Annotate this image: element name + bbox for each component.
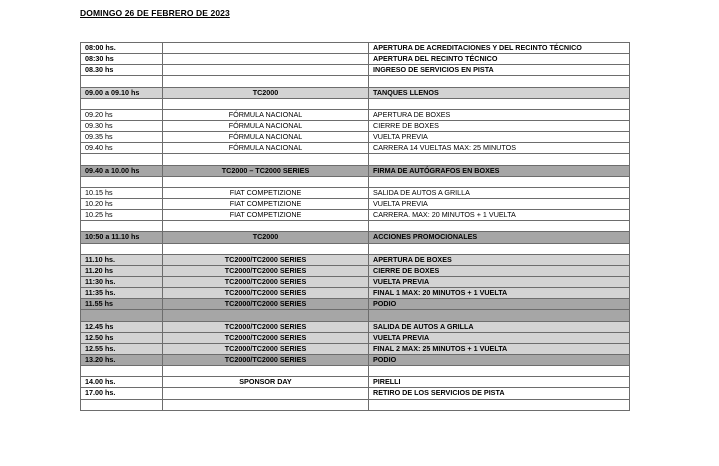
table-row bbox=[81, 120, 630, 131]
time-cell: 12.50 hs bbox=[81, 332, 163, 343]
table-row bbox=[81, 43, 630, 54]
category-cell: FÓRMULA NACIONAL bbox=[163, 120, 369, 131]
activity-cell bbox=[369, 310, 630, 321]
time-cell: 09.20 hs bbox=[81, 109, 163, 120]
time-cell: 14.00 hs. bbox=[81, 377, 163, 388]
category-cell: TC2000 bbox=[163, 232, 369, 243]
table-row bbox=[81, 187, 630, 198]
table-row bbox=[81, 332, 630, 343]
time-cell bbox=[81, 243, 163, 254]
category-cell: SPONSOR DAY bbox=[163, 377, 369, 388]
table-row bbox=[81, 154, 630, 165]
activity-cell: PIRELLI bbox=[369, 377, 630, 388]
table-row bbox=[81, 288, 630, 299]
table-row bbox=[81, 254, 630, 265]
category-cell bbox=[163, 366, 369, 377]
table-row bbox=[81, 399, 630, 410]
time-cell: 09.00 a 09.10 hs bbox=[81, 87, 163, 98]
activity-cell: RETIRO DE LOS SERVICIOS DE PISTA bbox=[369, 388, 630, 399]
activity-cell: VUELTA PREVIA bbox=[369, 276, 630, 287]
time-cell bbox=[81, 98, 163, 109]
table-row bbox=[81, 165, 630, 176]
table-row bbox=[81, 265, 630, 276]
table-row bbox=[81, 243, 630, 254]
table-row bbox=[81, 366, 630, 377]
time-cell: 17.00 hs. bbox=[81, 388, 163, 399]
activity-cell bbox=[369, 98, 630, 109]
activity-cell bbox=[369, 221, 630, 232]
time-cell: 11.10 hs. bbox=[81, 254, 163, 265]
table-row bbox=[81, 210, 630, 221]
category-cell bbox=[163, 176, 369, 187]
time-cell: 09.40 hs bbox=[81, 143, 163, 154]
category-cell bbox=[163, 43, 369, 54]
table-row bbox=[81, 98, 630, 109]
category-cell bbox=[163, 154, 369, 165]
activity-cell: VUELTA PREVIA bbox=[369, 332, 630, 343]
activity-cell: ACCIONES PROMOCIONALES bbox=[369, 232, 630, 243]
schedule-body bbox=[81, 43, 630, 411]
activity-cell bbox=[369, 154, 630, 165]
category-cell: FIAT COMPETIZIONE bbox=[163, 198, 369, 209]
category-cell: TC2000/TC2000 SERIES bbox=[163, 299, 369, 310]
activity-cell: TANQUES LLENOS bbox=[369, 87, 630, 98]
activity-cell: PODIO bbox=[369, 354, 630, 365]
time-cell: 09.30 hs bbox=[81, 120, 163, 131]
activity-cell: APERTURA DE BOXES bbox=[369, 109, 630, 120]
category-cell: TC2000/TC2000 SERIES bbox=[163, 276, 369, 287]
table-row bbox=[81, 109, 630, 120]
activity-cell: VUELTA PREVIA bbox=[369, 198, 630, 209]
activity-cell: SALIDA DE AUTOS A GRILLA bbox=[369, 321, 630, 332]
activity-cell: FINAL 2 MAX: 25 MINUTOS + 1 VUELTA bbox=[369, 343, 630, 354]
category-cell: FIAT COMPETIZIONE bbox=[163, 210, 369, 221]
table-row bbox=[81, 388, 630, 399]
category-cell: FÓRMULA NACIONAL bbox=[163, 132, 369, 143]
table-row bbox=[81, 143, 630, 154]
time-cell: 08:00 hs. bbox=[81, 43, 163, 54]
table-row bbox=[81, 132, 630, 143]
activity-cell: CARRERA 14 VUELTAS MAX: 25 MINUTOS bbox=[369, 143, 630, 154]
table-row bbox=[81, 221, 630, 232]
activity-cell: VUELTA PREVIA bbox=[369, 132, 630, 143]
category-cell: TC2000/TC2000 SERIES bbox=[163, 265, 369, 276]
category-cell: FÓRMULA NACIONAL bbox=[163, 109, 369, 120]
time-cell: 09.40 a 10.00 hs bbox=[81, 165, 163, 176]
table-row bbox=[81, 321, 630, 332]
activity-cell: APERTURA DE BOXES bbox=[369, 254, 630, 265]
activity-cell: APERTURA DEL RECINTO TÉCNICO bbox=[369, 54, 630, 65]
table-row bbox=[81, 354, 630, 365]
activity-cell bbox=[369, 76, 630, 87]
category-cell: TC2000 – TC2000 SERIES bbox=[163, 165, 369, 176]
table-row bbox=[81, 198, 630, 209]
time-cell: 12.45 hs bbox=[81, 321, 163, 332]
activity-cell: CIERRE DE BOXES bbox=[369, 265, 630, 276]
time-cell: 10:50 a 11.10 hs bbox=[81, 232, 163, 243]
table-row bbox=[81, 310, 630, 321]
time-cell: 10.15 hs bbox=[81, 187, 163, 198]
schedule-table bbox=[80, 42, 630, 411]
time-cell: 10.20 hs bbox=[81, 198, 163, 209]
time-cell: 11:35 hs. bbox=[81, 288, 163, 299]
activity-cell: SALIDA DE AUTOS A GRILLA bbox=[369, 187, 630, 198]
category-cell bbox=[163, 54, 369, 65]
activity-cell bbox=[369, 399, 630, 410]
time-cell bbox=[81, 76, 163, 87]
time-cell: 09.35 hs bbox=[81, 132, 163, 143]
category-cell: TC2000/TC2000 SERIES bbox=[163, 288, 369, 299]
time-cell: 08.30 hs bbox=[81, 65, 163, 76]
time-cell bbox=[81, 221, 163, 232]
time-cell bbox=[81, 310, 163, 321]
time-cell: 11:30 hs. bbox=[81, 276, 163, 287]
activity-cell bbox=[369, 243, 630, 254]
time-cell: 11.55 hs bbox=[81, 299, 163, 310]
category-cell bbox=[163, 310, 369, 321]
category-cell: TC2000/TC2000 SERIES bbox=[163, 354, 369, 365]
table-row bbox=[81, 54, 630, 65]
time-cell: 12.55 hs. bbox=[81, 343, 163, 354]
category-cell bbox=[163, 243, 369, 254]
activity-cell: CIERRE DE BOXES bbox=[369, 120, 630, 131]
table-row bbox=[81, 76, 630, 87]
activity-cell: PODIO bbox=[369, 299, 630, 310]
time-cell bbox=[81, 399, 163, 410]
category-cell bbox=[163, 399, 369, 410]
activity-cell bbox=[369, 176, 630, 187]
table-row bbox=[81, 176, 630, 187]
activity-cell: APERTURA DE ACREDITACIONES Y DEL RECINTO TÉCNICO bbox=[369, 43, 630, 54]
table-row bbox=[81, 377, 630, 388]
table-row bbox=[81, 87, 630, 98]
time-cell bbox=[81, 366, 163, 377]
category-cell: TC2000 bbox=[163, 87, 369, 98]
category-cell bbox=[163, 98, 369, 109]
table-row bbox=[81, 299, 630, 310]
category-cell bbox=[163, 221, 369, 232]
time-cell: 10.25 hs bbox=[81, 210, 163, 221]
time-cell bbox=[81, 176, 163, 187]
category-cell bbox=[163, 388, 369, 399]
category-cell: TC2000/TC2000 SERIES bbox=[163, 254, 369, 265]
activity-cell: CARRERA. MAX: 20 MINUTOS + 1 VUELTA bbox=[369, 210, 630, 221]
activity-cell: INGRESO DE SERVICIOS EN PISTA bbox=[369, 65, 630, 76]
category-cell: TC2000/TC2000 SERIES bbox=[163, 321, 369, 332]
time-cell: 13.20 hs. bbox=[81, 354, 163, 365]
table-row bbox=[81, 276, 630, 287]
category-cell bbox=[163, 65, 369, 76]
activity-cell: FINAL 1 MAX: 20 MINUTOS + 1 VUELTA bbox=[369, 288, 630, 299]
table-row bbox=[81, 343, 630, 354]
category-cell bbox=[163, 76, 369, 87]
table-row bbox=[81, 232, 630, 243]
table-row bbox=[81, 65, 630, 76]
activity-cell bbox=[369, 366, 630, 377]
time-cell: 11.20 hs bbox=[81, 265, 163, 276]
category-cell: FÓRMULA NACIONAL bbox=[163, 143, 369, 154]
document-title: DOMINGO 26 DE FEBRERO DE 2023 bbox=[80, 8, 230, 18]
activity-cell: FIRMA DE AUTÓGRAFOS EN BOXES bbox=[369, 165, 630, 176]
category-cell: FIAT COMPETIZIONE bbox=[163, 187, 369, 198]
category-cell: TC2000/TC2000 SERIES bbox=[163, 343, 369, 354]
category-cell: TC2000/TC2000 SERIES bbox=[163, 332, 369, 343]
time-cell: 08:30 hs bbox=[81, 54, 163, 65]
time-cell bbox=[81, 154, 163, 165]
